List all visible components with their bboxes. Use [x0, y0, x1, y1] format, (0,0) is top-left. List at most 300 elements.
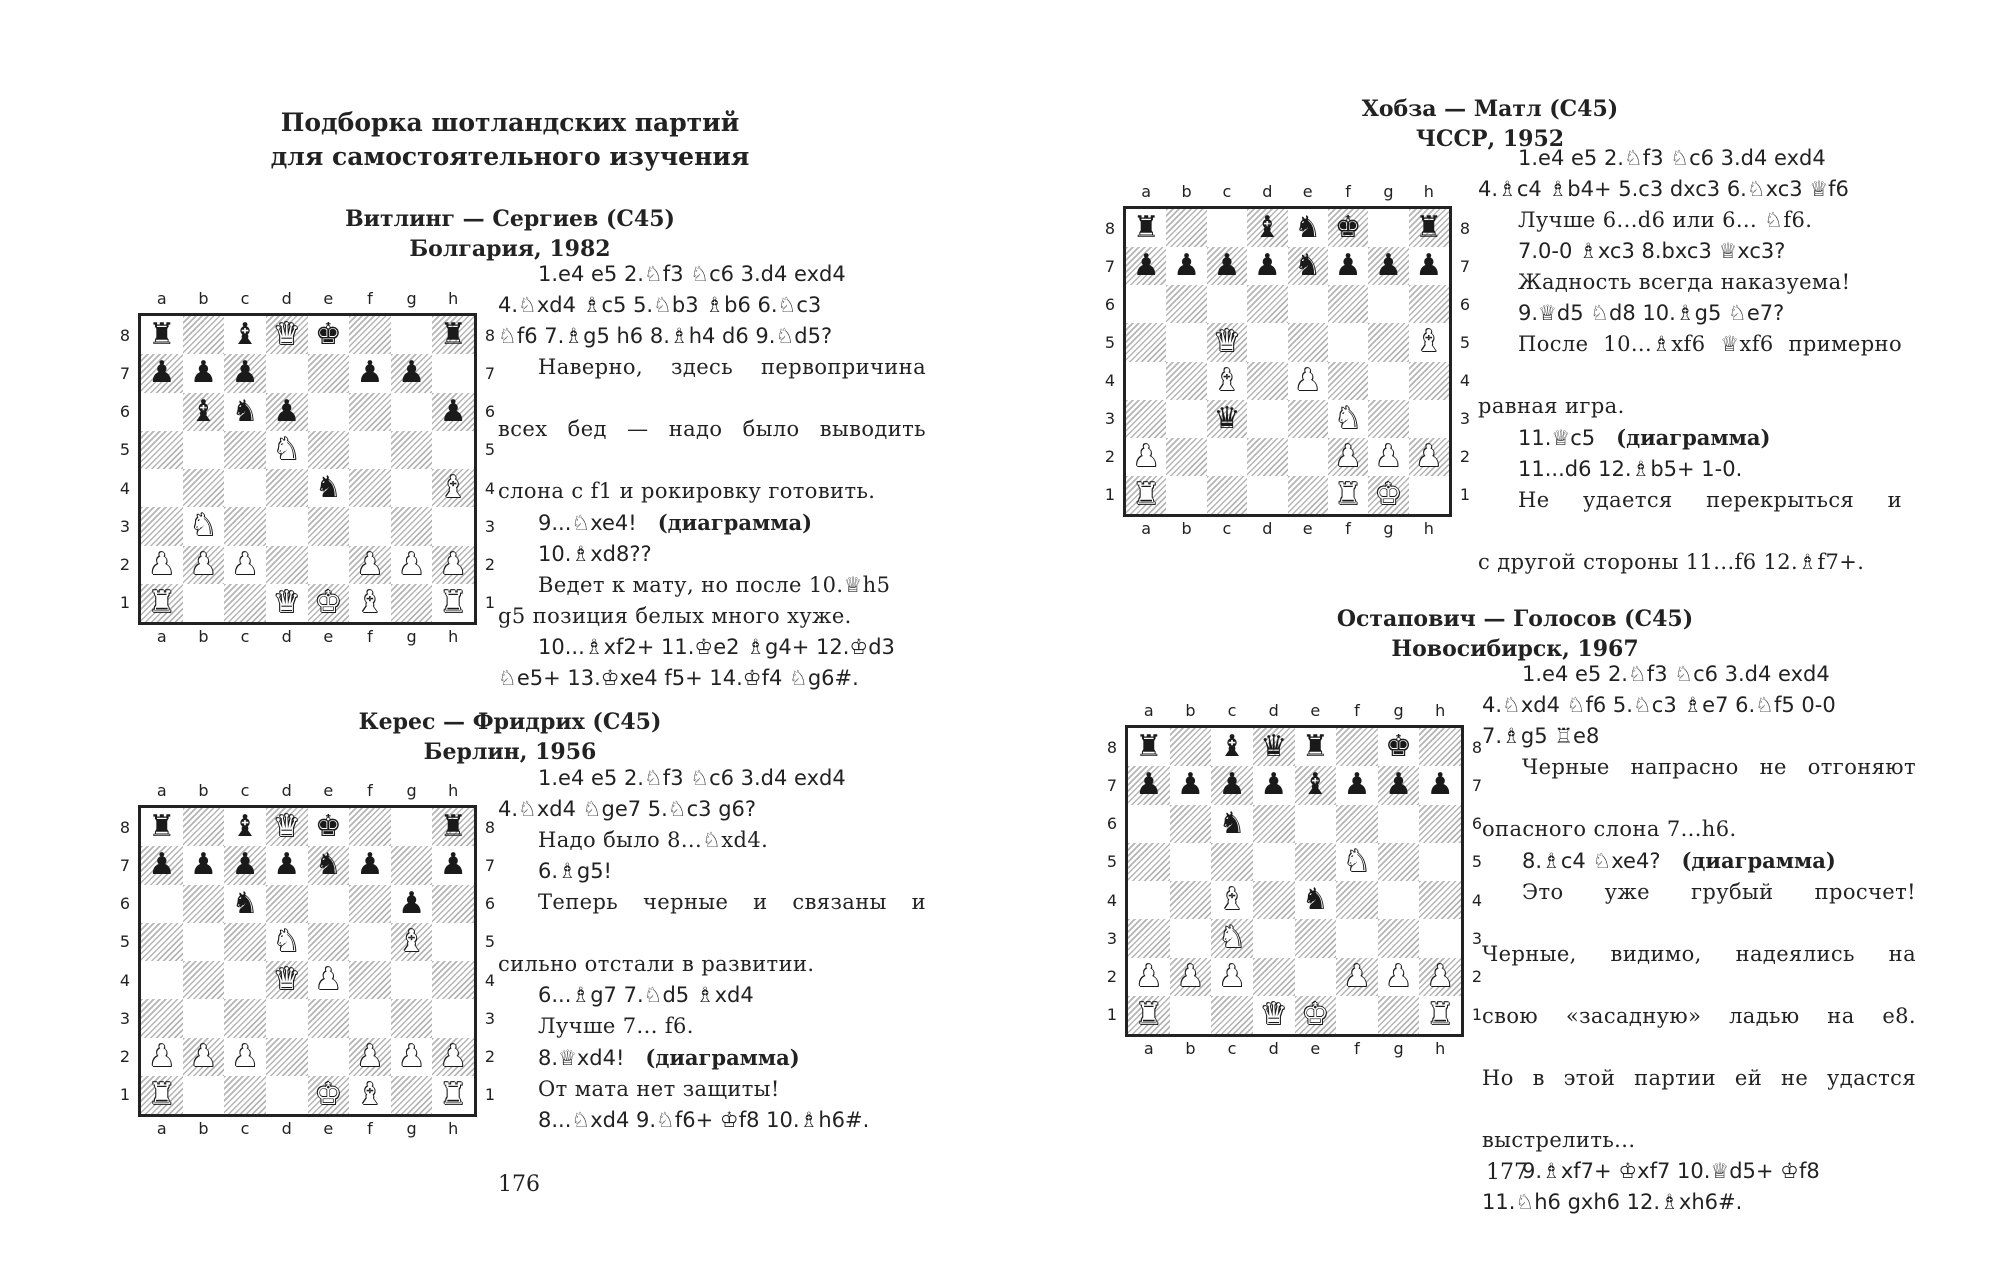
right-page: [1000, 0, 2000, 1262]
rank-label: 8: [119, 817, 131, 837]
rank-label: 2: [119, 555, 131, 575]
square-d6: [266, 393, 308, 431]
move-line: [498, 259, 926, 290]
rank-label: 8: [1106, 737, 1118, 757]
square-b2: [183, 546, 225, 584]
file-label: f: [1354, 701, 1360, 720]
black-pawn-icon: ♟: [273, 393, 301, 429]
move-line: [1482, 1156, 1916, 1187]
line-text: 4.♘xd4 ♘ge7 5.♘c3 g6?: [498, 797, 757, 821]
line-text: Наверно, здесь первопричина: [538, 355, 926, 379]
square-a1: [1128, 996, 1170, 1034]
square-a6: [1126, 285, 1166, 323]
white-pawn-icon: ♟: [1135, 958, 1163, 994]
square-g6: [391, 393, 433, 431]
line-text: Лучше 7... f6.: [538, 1014, 694, 1038]
square-c1: [224, 1076, 266, 1114]
square-h4: [432, 961, 474, 999]
square-f3: [349, 507, 391, 545]
black-pawn-icon: ♟: [231, 847, 259, 883]
square-b1: [183, 1076, 225, 1114]
square-e7: [1295, 766, 1337, 804]
line-text: ♘f6 7.♗g5 h6 8.♗h4 d6 9.♘d5?: [498, 324, 833, 348]
line-text: слона с f1 и рокировку готовить.: [498, 479, 876, 503]
square-h1: [432, 1076, 474, 1114]
square-g1: [1368, 476, 1408, 514]
square-b8: [183, 316, 225, 354]
square-a4: [1128, 881, 1170, 919]
file-label: a: [156, 289, 167, 308]
square-c5: [224, 923, 266, 961]
file-label: f: [1345, 519, 1351, 538]
square-h7: [1409, 247, 1449, 285]
square-h8: [432, 316, 474, 354]
square-e4: [1288, 362, 1328, 400]
file-label: h: [448, 1119, 459, 1138]
line-text: Лучше 6...d6 или 6... ♘f6.: [1518, 208, 1813, 232]
white-knight-icon: ♞: [1218, 920, 1246, 956]
line-text: 6...♗g7 7.♘d5 ♗xd4: [538, 983, 754, 1007]
white-pawn-icon: ♟: [1374, 438, 1402, 474]
square-d7: [1247, 247, 1287, 285]
square-c3: [1207, 400, 1247, 438]
square-a2: [1126, 438, 1166, 476]
square-a7: [141, 846, 183, 884]
line-text: После 10...♗xf6 ♕xf6 примерно: [1518, 332, 1902, 356]
square-g6: [1368, 285, 1408, 323]
square-a7: [1126, 247, 1166, 285]
line-text: опасного слона 7...h6.: [1482, 817, 1737, 841]
square-d3: [266, 999, 308, 1037]
black-king-icon: ♚: [1334, 210, 1362, 246]
black-pawn-icon: ♟: [439, 847, 467, 883]
square-f3: [1328, 400, 1368, 438]
square-b6: [183, 393, 225, 431]
move-line: [1478, 422, 1902, 454]
diagram-marker: (диаграмма): [645, 1045, 800, 1070]
square-g5: [391, 431, 433, 469]
square-e4: [308, 469, 350, 507]
square-a5: [141, 431, 183, 469]
move-line: [1482, 659, 1916, 690]
white-pawn-icon: ♟: [1426, 958, 1454, 994]
rank-label: 7: [484, 363, 496, 383]
line-text: равная игра.: [1478, 394, 1625, 418]
white-bishop-icon: ♝: [1218, 882, 1246, 918]
white-knight-icon: ♞: [1334, 400, 1362, 436]
rank-label: 6: [484, 894, 496, 914]
black-pawn-icon: ♟: [1374, 248, 1402, 284]
comment-line: [498, 601, 926, 632]
rank-label: 4: [119, 970, 131, 990]
square-f4: [349, 469, 391, 507]
square-a8: [1128, 728, 1170, 766]
square-d8: [266, 316, 308, 354]
square-f8: [349, 808, 391, 846]
rank-label: 1: [1104, 485, 1116, 505]
square-h3: [1419, 919, 1461, 957]
square-e1: [308, 1076, 350, 1114]
black-knight-icon: ♞: [1294, 248, 1322, 284]
rank-label: 7: [119, 855, 131, 875]
game-event: Болгария, 1982: [409, 236, 611, 262]
square-e4: [308, 961, 350, 999]
file-label: h: [1435, 701, 1446, 720]
square-h3: [432, 507, 474, 545]
black-rook-icon: ♜: [1301, 729, 1329, 765]
file-label: a: [156, 627, 167, 646]
comment-line: [498, 570, 926, 601]
square-f3: [1336, 919, 1378, 957]
file-label: a: [156, 1119, 167, 1138]
title-line: Подборка шотландских партий: [280, 108, 740, 137]
square-h7: [1419, 766, 1461, 804]
square-h8: [1409, 209, 1449, 247]
square-f3: [349, 999, 391, 1037]
square-c8: [1207, 209, 1247, 247]
white-queen-icon: ♛: [273, 584, 301, 620]
black-knight-icon: ♞: [231, 393, 259, 429]
white-knight-icon: ♞: [189, 508, 217, 544]
black-pawn-icon: ♟: [1135, 767, 1163, 803]
square-h8: [432, 808, 474, 846]
file-label: e: [323, 781, 334, 800]
square-c2: [1211, 958, 1253, 996]
comment-line: [498, 1074, 926, 1105]
square-e2: [1288, 438, 1328, 476]
chess-board: [1125, 725, 1464, 1037]
square-f8: [1328, 209, 1368, 247]
white-pawn-icon: ♟: [439, 1038, 467, 1074]
file-label: c: [240, 1119, 250, 1138]
square-h4: [1419, 881, 1461, 919]
file-label: h: [1423, 519, 1434, 538]
game-notation: [498, 259, 926, 694]
square-a3: [1128, 919, 1170, 957]
square-a1: [1126, 476, 1166, 514]
square-h4: [1409, 362, 1449, 400]
square-f1: [1336, 996, 1378, 1034]
square-a8: [141, 316, 183, 354]
square-b4: [183, 469, 225, 507]
rank-label: 6: [1106, 814, 1118, 834]
square-d5: [1247, 323, 1287, 361]
square-c5: [224, 431, 266, 469]
square-e5: [1288, 323, 1328, 361]
square-e6: [1295, 805, 1337, 843]
square-f6: [349, 393, 391, 431]
game-event: ЧССР, 1952: [1415, 126, 1565, 152]
square-a3: [1126, 400, 1166, 438]
black-pawn-icon: ♟: [398, 885, 426, 921]
square-c7: [224, 354, 266, 392]
square-f2: [1328, 438, 1368, 476]
line-text: 1.e4 e5 2.♘f3 ♘c6 3.d4 exd4: [538, 262, 846, 286]
square-h5: [1409, 323, 1449, 361]
square-f1: [1328, 476, 1368, 514]
black-pawn-icon: ♟: [1385, 767, 1413, 803]
rank-label: 1: [1459, 485, 1471, 505]
square-e6: [308, 885, 350, 923]
white-bishop-icon: ♝: [439, 470, 467, 506]
black-queen-icon: ♛: [1213, 400, 1241, 436]
square-c8: [224, 316, 266, 354]
file-labels-bottom: [141, 627, 474, 646]
square-a4: [141, 961, 183, 999]
square-b8: [1170, 728, 1212, 766]
white-bishop-icon: ♝: [356, 584, 384, 620]
square-h1: [1409, 476, 1449, 514]
square-g3: [391, 507, 433, 545]
black-pawn-icon: ♟: [189, 847, 217, 883]
file-label: c: [240, 781, 250, 800]
square-f6: [349, 885, 391, 923]
square-b3: [183, 999, 225, 1037]
line-text: 11.♕c5: [1518, 426, 1596, 450]
line-text: 10.♗xd8??: [538, 542, 652, 566]
square-c6: [1207, 285, 1247, 323]
square-g2: [1368, 438, 1408, 476]
square-c3: [224, 999, 266, 1037]
white-queen-icon: ♛: [273, 317, 301, 353]
square-a6: [141, 393, 183, 431]
square-d5: [1253, 843, 1295, 881]
square-f4: [1328, 362, 1368, 400]
square-g8: [391, 316, 433, 354]
white-pawn-icon: ♟: [398, 1038, 426, 1074]
white-pawn-icon: ♟: [148, 546, 176, 582]
square-f4: [349, 961, 391, 999]
black-king-icon: ♚: [314, 317, 342, 353]
square-e1: [1288, 476, 1328, 514]
comment-line: [1482, 877, 1916, 939]
square-a3: [141, 999, 183, 1037]
square-c2: [224, 1038, 266, 1076]
square-g7: [391, 846, 433, 884]
square-a5: [141, 923, 183, 961]
line-text: Это уже грубый просчет!: [1522, 880, 1916, 904]
rank-label: 4: [484, 478, 496, 498]
comment-line: [498, 887, 926, 949]
move-line: [498, 321, 926, 352]
square-a6: [141, 885, 183, 923]
game-event: Берлин, 1956: [423, 739, 597, 765]
rank-label: 5: [119, 440, 131, 460]
line-text: выстрелить...: [1482, 1128, 1636, 1152]
rank-labels-left: [116, 316, 134, 622]
game-header: [290, 204, 730, 264]
square-c4: [224, 469, 266, 507]
square-h5: [432, 431, 474, 469]
square-f2: [349, 546, 391, 584]
file-labels-top: [141, 289, 474, 308]
square-e1: [308, 584, 350, 622]
file-label: d: [1262, 519, 1273, 538]
rank-label: 5: [1471, 852, 1483, 872]
rank-label: 3: [119, 1008, 131, 1028]
square-d6: [1247, 285, 1287, 323]
white-queen-icon: ♛: [273, 809, 301, 845]
square-f5: [1336, 843, 1378, 881]
black-king-icon: ♚: [1385, 729, 1413, 765]
file-label: g: [1393, 701, 1404, 720]
square-c3: [224, 507, 266, 545]
rank-label: 6: [484, 402, 496, 422]
chess-diagram: [1100, 182, 1471, 539]
game-players: Витлинг — Сергиев (C45): [345, 206, 675, 232]
square-e7: [308, 354, 350, 392]
line-text: Теперь черные и связаны и: [538, 890, 926, 914]
square-c4: [224, 961, 266, 999]
file-label: f: [367, 1119, 373, 1138]
rank-label: 8: [484, 817, 496, 837]
square-c5: [1211, 843, 1253, 881]
comment-line: [498, 414, 926, 476]
diagram-marker: (диаграмма): [1616, 425, 1771, 450]
line-text: 11...d6 12.♗b5+ 1-0.: [1518, 457, 1743, 481]
black-bishop-icon: ♝: [1301, 767, 1329, 803]
white-pawn-icon: ♟: [1343, 958, 1371, 994]
black-pawn-icon: ♟: [1176, 767, 1204, 803]
file-label: g: [1383, 182, 1394, 201]
rank-label: 2: [1459, 447, 1471, 467]
file-label: a: [1143, 701, 1154, 720]
comment-line: [1482, 752, 1916, 814]
white-pawn-icon: ♟: [1294, 362, 1322, 398]
rank-label: 5: [484, 440, 496, 460]
move-line: [1482, 690, 1916, 721]
square-g4: [391, 961, 433, 999]
square-b5: [1170, 843, 1212, 881]
square-c2: [1207, 438, 1247, 476]
comment-line: [1482, 1063, 1916, 1125]
square-d3: [1253, 919, 1295, 957]
black-pawn-icon: ♟: [1253, 248, 1281, 284]
black-pawn-icon: ♟: [398, 355, 426, 391]
rank-labels-right: [1456, 209, 1474, 514]
white-king-icon: ♚: [1301, 996, 1329, 1032]
square-h1: [1419, 996, 1461, 1034]
file-label: h: [448, 627, 459, 646]
file-label: f: [1345, 182, 1351, 201]
square-g3: [1368, 400, 1408, 438]
black-knight-icon: ♞: [1301, 882, 1329, 918]
white-pawn-icon: ♟: [1385, 958, 1413, 994]
square-a1: [141, 1076, 183, 1114]
chess-diagram: [115, 289, 496, 652]
square-b1: [1166, 476, 1206, 514]
rank-label: 2: [484, 1047, 496, 1067]
white-pawn-icon: ♟: [356, 1038, 384, 1074]
file-label: b: [198, 289, 209, 308]
square-e8: [1295, 728, 1337, 766]
square-b6: [1166, 285, 1206, 323]
square-f5: [349, 923, 391, 961]
square-e6: [1288, 285, 1328, 323]
file-label: a: [156, 781, 167, 800]
square-f7: [1336, 766, 1378, 804]
rank-label: 1: [484, 1085, 496, 1105]
file-label: e: [323, 627, 334, 646]
square-g1: [391, 1076, 433, 1114]
rank-label: 3: [1106, 928, 1118, 948]
square-d1: [1247, 476, 1287, 514]
diagram-marker: (диаграмма): [657, 510, 813, 535]
black-rook-icon: ♜: [439, 317, 467, 353]
square-b8: [1166, 209, 1206, 247]
black-knight-icon: ♞: [1294, 210, 1322, 246]
line-text: 7.♗g5 ♖e8: [1482, 724, 1600, 748]
move-line: [498, 856, 926, 887]
square-g6: [1378, 805, 1420, 843]
white-knight-icon: ♞: [273, 923, 301, 959]
white-pawn-icon: ♟: [189, 546, 217, 582]
square-c7: [1207, 247, 1247, 285]
move-line: [1482, 845, 1916, 877]
comment-line: [1478, 485, 1902, 547]
square-d3: [266, 507, 308, 545]
file-label: d: [281, 781, 292, 800]
move-line: [498, 507, 926, 539]
square-h4: [432, 469, 474, 507]
chess-board: [1123, 206, 1452, 517]
file-label: d: [1262, 182, 1273, 201]
file-label: d: [281, 1119, 292, 1138]
file-label: g: [406, 1119, 417, 1138]
comment-line: [1482, 939, 1916, 1001]
square-f2: [349, 1038, 391, 1076]
white-bishop-icon: ♝: [1415, 324, 1443, 360]
rank-label: 6: [119, 402, 131, 422]
black-pawn-icon: ♟: [1173, 248, 1201, 284]
white-king-icon: ♚: [314, 1076, 342, 1112]
file-label: d: [1268, 701, 1279, 720]
white-pawn-icon: ♟: [1415, 438, 1443, 474]
square-b7: [1170, 766, 1212, 804]
square-g3: [1378, 919, 1420, 957]
square-e5: [308, 431, 350, 469]
comment-line: [498, 949, 926, 980]
square-d7: [1253, 766, 1295, 804]
white-rook-icon: ♜: [1426, 996, 1454, 1032]
line-text: От мата нет защиты!: [538, 1077, 780, 1101]
square-a8: [141, 808, 183, 846]
file-labels-top: [1126, 182, 1449, 201]
rank-label: 3: [484, 1008, 496, 1028]
rank-label: 4: [1471, 890, 1483, 910]
black-knight-icon: ♞: [231, 885, 259, 921]
square-d6: [1253, 805, 1295, 843]
square-e8: [1288, 209, 1328, 247]
square-f5: [349, 431, 391, 469]
white-rook-icon: ♜: [439, 584, 467, 620]
rank-label: 7: [1459, 256, 1471, 276]
black-knight-icon: ♞: [314, 847, 342, 883]
line-text: g5 позиция белых много хуже.: [498, 604, 852, 628]
comment-line: [1482, 1125, 1916, 1156]
move-line: [1478, 298, 1902, 329]
line-text: Надо было 8...♘xd4.: [538, 828, 769, 852]
square-b6: [1170, 805, 1212, 843]
square-d7: [266, 846, 308, 884]
square-d7: [266, 354, 308, 392]
square-g7: [1368, 247, 1408, 285]
square-c2: [224, 546, 266, 584]
comment-line: [1482, 814, 1916, 845]
move-line: [498, 1042, 926, 1074]
square-b2: [183, 1038, 225, 1076]
square-b2: [1170, 958, 1212, 996]
